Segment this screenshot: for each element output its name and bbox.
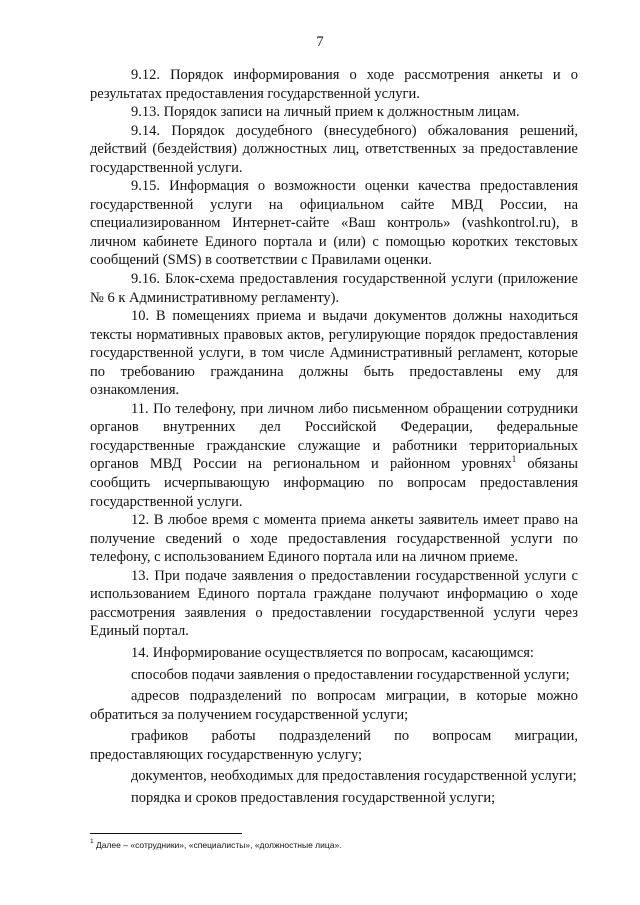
footnote: [90, 839, 578, 851]
list-item: документов, необходимых для предоставления государственной услуги;: [131, 768, 577, 785]
footnote-divider: [90, 833, 242, 834]
page-number: 7: [316, 34, 324, 50]
list-item: графиков работы подразделений по вопросам миграции, предоставляющих государственную услугу;: [90, 728, 578, 763]
paragraph-10: 10. В помещениях приема и выдачи документов должны находиться тексты нормативных правовых актов, регулирующие порядок предоставления государственной услуги, в том числе Административный регламент, которые по требованию гражданина должны быть предоставлены ему для ознакомления.: [90, 308, 578, 399]
document-body: [90, 66, 578, 807]
footnote-reference: 1: [511, 453, 517, 464]
paragraph-11-text-end: обязаны сообщить исчерпывающую информацию по вопросам предоставления государственной услуги.: [90, 456, 578, 510]
paragraph-9-14: 9.14. Порядок досудебного (внесудебного) обжалования решений, действий (бездействия) должностных лиц, ответственных за предоставление государственной услуги.: [90, 122, 578, 176]
paragraph-13: 13. При подаче заявления о предоставлении государственной услуги с использованием Единого портала граждане получают информацию о ходе рассмотрения заявления о предоставлении государственной услуги через Единый портал.: [90, 567, 578, 640]
paragraph-14: 14. Информирование осуществляется по вопросам, касающимся:: [131, 644, 534, 661]
list-item: адресов подразделений по вопросам миграции, в которые можно обратиться за получением государственной услуги;: [90, 688, 578, 723]
paragraph-9-12: 9.12. Порядок информирования о ходе рассмотрения анкеты и о результатах предоставления государственной услуги.: [90, 67, 578, 102]
paragraph-9-16: 9.16. Блок-схема предоставления государственной услуги (приложение № 6 к Административному регламенту).: [90, 271, 578, 306]
list-item: порядка и сроков предоставления государственной услуги;: [131, 789, 496, 806]
paragraph-11: [90, 400, 578, 511]
paragraph-9-13: 9.13. Порядок записи на личный прием к должностным лицам.: [131, 104, 520, 121]
paragraph-12: 12. В любое время с момента приема анкеты заявитель имеет право на получение сведений о ходе предоставления государственной услуги по телефону, с использованием Единого портала или на личном приеме.: [90, 512, 578, 566]
footnote-marker: 1: [90, 838, 94, 846]
footnote-text: Далее – «сотрудники», «специалисты», «должностные лица».: [93, 840, 342, 850]
paragraph-11-text: 11. По телефону, при личном либо письменном обращении сотрудники органов внутренних дел Российской Федерации, федеральные государственные гражданские служащие и работники территориальных органов МВД России на региональном и районном уровнях: [90, 400, 578, 473]
list-item: способов подачи заявления о предоставлении государственной услуги;: [131, 666, 570, 683]
paragraph-9-15: 9.15. Информация о возможности оценки качества предоставления государственной услуги на официальном сайте МВД России, на специализированном Интернет-сайте «Ваш контроль» (vashkontrol.ru), в личном кабинете Единого портала и (или) с помощью коротких текстовых сообщений (SMS) в соответствии с Правилами оценки.: [90, 178, 578, 269]
